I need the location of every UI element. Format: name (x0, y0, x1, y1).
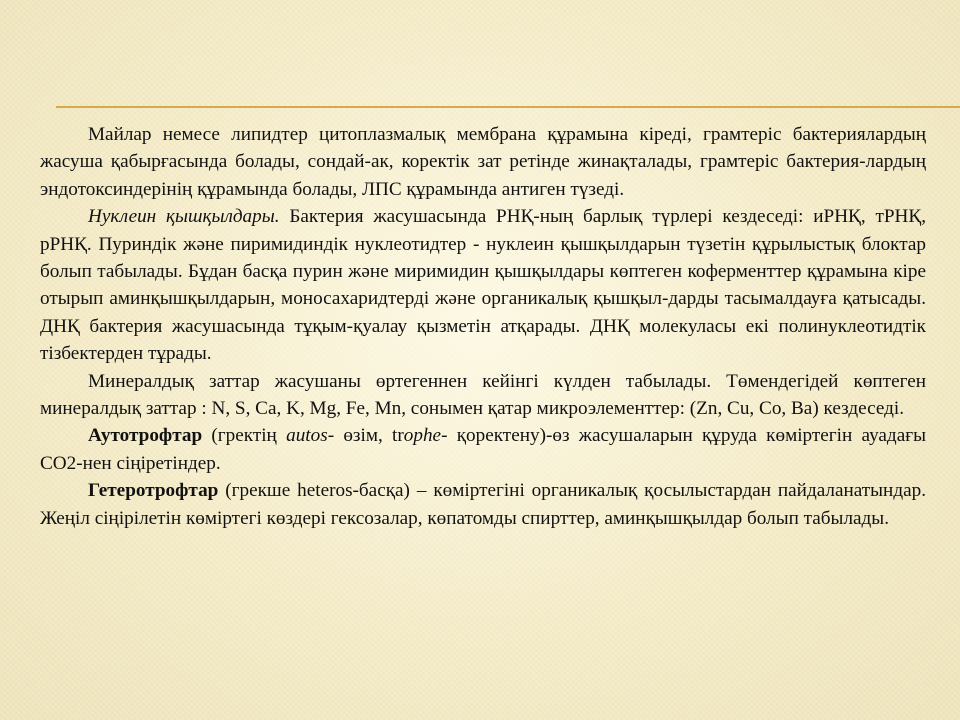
paragraph-p1 (40, 121, 926, 203)
text-segment: ophe- (403, 425, 448, 447)
text-segment: қоректену)-өз жасушаларын құруда көміртегін ауадағы СО2-нен сіңіретіндер. (40, 425, 926, 474)
text-segment: Майлар немесе липидтер цитоплазмалық мембрана құрамына кіреді, грамтеріс бактериялардың жасуша қабырғасында болады, сондай-ак, коректік зат ретінде жинақталады, грамтеріс бактерия-лардың эндотоксиндерінің құрамында болады, ЛПС құрамында антиген түзеді. (40, 124, 926, 200)
text-segment: Бактерия жасушасында РНҚ-ның барлық түрлері кездеседі: иРНҚ, тРНҚ, рРНҚ. Пуриндік және пиримидиндік нуклеотидтер - нуклеин қышқылдарын түзетін құрылыстық блоктар болып табылады. Бұдан басқа пурин және миримидин қышқылдары көптеген коферменттер құрамына кіре отырып аминқышқылдарын, моносахаридтерді және органикалық қышқыл-дарды тасымалдауға қатысады. ДНҚ бактерия жасушасында тұқым-қуалау қызметін атқарады. ДНҚ молекуласы екі полинуклеотидтік тізбектерден тұрады. (40, 206, 926, 365)
text-segment: (грекше heteros-басқа) – көміртегіні органикалық қосылыстардан пайдаланатындар. Жеңіл сіңірілетін көміртегі көздері гексозалар, көпатомды спирттер, аминқышқылдар болып табылады. (40, 480, 926, 529)
title-divider-line (56, 106, 960, 108)
slide-body-text (40, 121, 926, 532)
paragraph-p5 (40, 477, 926, 532)
paragraph-p4 (40, 422, 926, 477)
paragraph-p3 (40, 368, 926, 423)
text-segment: Аутотрофтар (88, 425, 203, 447)
text-segment: Минералдық заттар жасушаны өртегеннен кейінгі күлден табылады. Төмендегідей көптеген минералдық заттар : N, S, Ca, K, Mg, Fe, Mn, сонымен қатар микроэлементтер: (Zn, Cu, Co, Ba) кездеседі. (40, 370, 926, 420)
text-segment: Гетеротрофтар (88, 480, 219, 502)
paragraph-p2 (40, 203, 926, 367)
text-segment: - өзім, tr (327, 425, 404, 447)
text-segment: autos (286, 425, 328, 447)
text-segment: (гректің (202, 425, 287, 447)
text-segment: Нуклеин қышқылдары. (88, 206, 280, 228)
